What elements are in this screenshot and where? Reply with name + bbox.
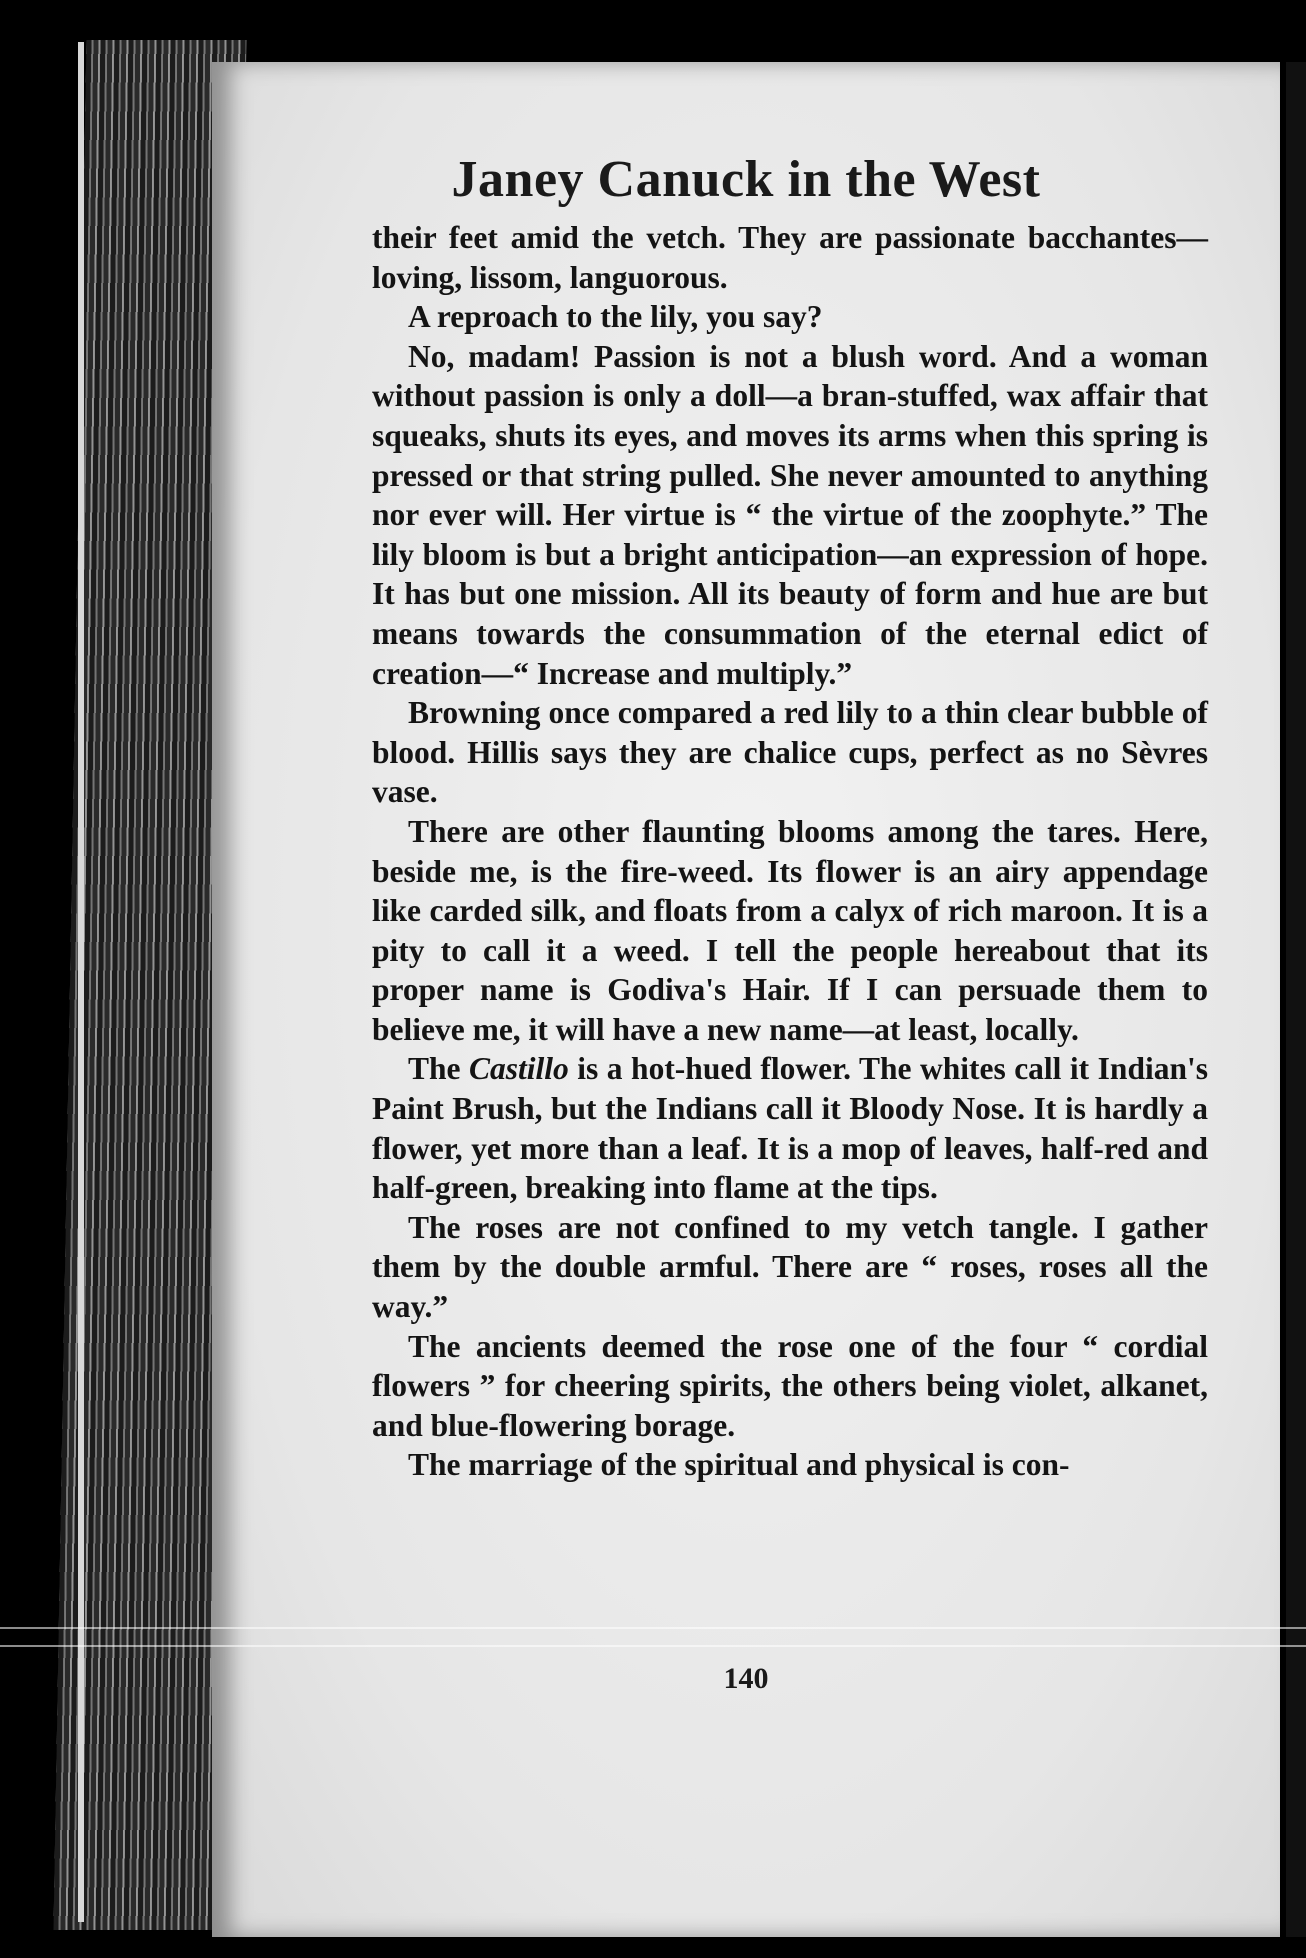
body-text xyxy=(372,218,1208,1485)
paragraph: A reproach to the lily, you say? xyxy=(408,299,823,335)
paragraph: There are other flaunting blooms among the tares. Here, beside me, is the fire-weed. Its flower is an airy appendage like carded silk, and floats from a calyx of rich maroon. It is a pity to call it a weed. I tell the people hereabout that its proper name is Godiva's Hair. If I can persuade them to believe me, it will have a new name—at least, locally. xyxy=(372,813,1208,1047)
running-head: Janey Canuck in the West xyxy=(451,151,1041,208)
italic-term: Castillo xyxy=(469,1051,569,1087)
paragraph: No, madam! Passion is not a blush word. And a woman without passion is only a doll—a bran-stuffed, wax affair that squeaks, shuts its eyes, and moves its arms when this spring is pressed or that string pulled. She never amounted to anything nor ever will. Her virtue is “ the virtue of the zoophyte.” The lily bloom is but a bright anticipation—an expression of hope. It has but one mission. All its beauty of form and hue are but means towards the consummation of the eternal edict of creation—“ Increase and multiply.” xyxy=(372,338,1208,691)
scan-artifact-line xyxy=(0,1645,1306,1647)
paragraph: The roses are not confined to my vetch tangle. I gather them by the double armful. There are “ roses, roses all the way.” xyxy=(372,1209,1208,1325)
paragraph xyxy=(372,1049,1208,1207)
book-edge-highlight xyxy=(78,42,84,1922)
page-number: 140 xyxy=(723,1662,769,1695)
paragraph: Browning once compared a red lily to a thin clear bubble of blood. Hillis says they are chalice cups, perfect as no Sèvres vase. xyxy=(372,695,1208,810)
paragraph-text: is a hot-hued flower. The whites call it Indian's Paint Brush, but the Indians call it Bloody Nose. It is hardly a flower, yet more than a leaf. It is a mop of leaves, half-red and half-green, breaking into flame at the tips. xyxy=(372,1051,1208,1206)
paragraph-text: The xyxy=(408,1051,470,1087)
right-page-edge xyxy=(1286,62,1306,1937)
paragraph: their feet amid the vetch. They are passionate bacchantes—loving, lissom, languorous. xyxy=(372,220,1208,295)
scan-artifact-line xyxy=(0,1627,1306,1629)
paragraph: The ancients deemed the rose one of the four “ cordial flowers ” for cheering spirits, the others being violet, alkanet, and blue-flowering borage. xyxy=(372,1328,1208,1443)
paragraph: The marriage of the spiritual and physical is con- xyxy=(408,1447,1070,1483)
book-page xyxy=(212,62,1280,1937)
